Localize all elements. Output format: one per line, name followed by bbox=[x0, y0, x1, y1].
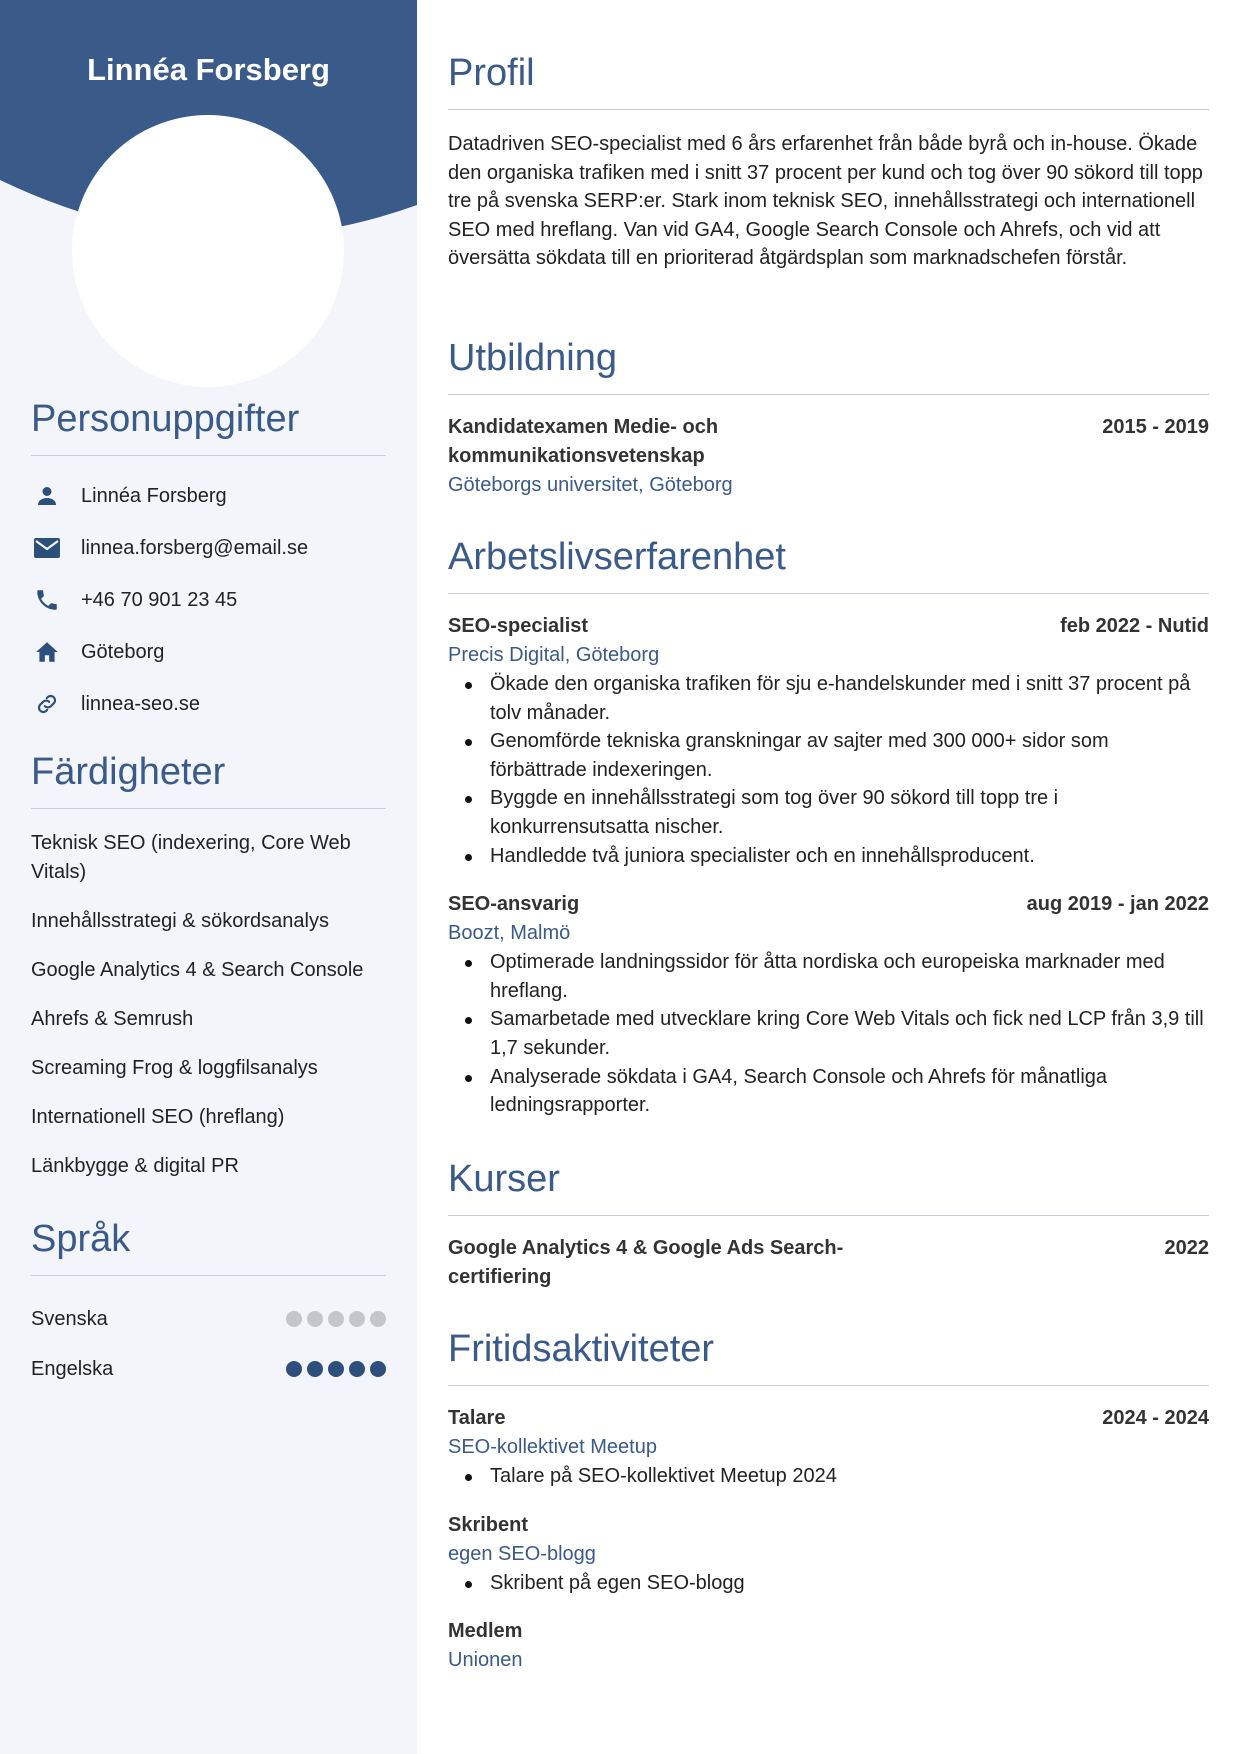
contact-name bbox=[31, 470, 386, 522]
entry-org: Unionen bbox=[448, 1649, 523, 1672]
entry-title: Kandidatexamen Medie- och kommunikationsvetenskap bbox=[448, 416, 719, 467]
bullet-item: Handledde två juniora specialister och en innehållsproducent. bbox=[448, 842, 1209, 871]
entry-title: Medlem bbox=[448, 1620, 523, 1643]
education-entry bbox=[448, 413, 1209, 500]
language-row bbox=[31, 1294, 386, 1344]
entry-org: egen SEO-blogg bbox=[448, 1542, 596, 1565]
phone-icon bbox=[33, 586, 61, 614]
bullet-list bbox=[448, 670, 1209, 870]
entry-title: SEO-specialist bbox=[448, 615, 589, 637]
languages-title: Språk bbox=[31, 1218, 386, 1276]
bullet-item: Ökade den organiska trafiken för sju e-handelskunder med i snitt 37 procent på tolv månader. bbox=[448, 670, 1209, 727]
skill-item: Innehållsstrategi & sökordsanalys bbox=[31, 910, 329, 932]
entry-title: SEO-ansvarig bbox=[448, 893, 580, 916]
experience-entry bbox=[448, 612, 1209, 870]
skill-item: Screaming Frog & loggfilsanalys bbox=[31, 1057, 318, 1079]
level-dot bbox=[349, 1311, 365, 1327]
courses-title: Kurser bbox=[448, 1158, 1209, 1216]
skill-item: Ahrefs & Semrush bbox=[31, 1008, 194, 1030]
entry-org: Precis Digital, Göteborg bbox=[448, 644, 660, 666]
contact-name-text: Linnéa Forsberg bbox=[81, 484, 227, 507]
bullet-item: Byggde en innehållsstrategi som tog över 90 sökord till topp tre i konkurrensutsatta nischer. bbox=[448, 784, 1209, 841]
contact-email[interactable] bbox=[31, 522, 386, 574]
contact-email-text[interactable]: linnea.forsberg@email.se bbox=[81, 536, 309, 559]
experience-title: Arbetslivserfarenhet bbox=[448, 536, 1209, 594]
entry-date: 2024 - 2024 bbox=[1102, 1407, 1209, 1429]
level-dot bbox=[370, 1361, 386, 1377]
bullet-item: Samarbetade med utvecklare kring Core Web Vitals och fick ned LCP från 3,9 till 1,7 sekunder. bbox=[448, 1005, 1209, 1062]
language-name: Svenska bbox=[31, 1307, 108, 1330]
home-icon bbox=[33, 638, 61, 666]
skill-item: Google Analytics 4 & Search Console bbox=[31, 959, 364, 981]
contact-website-text[interactable]: linnea-seo.se bbox=[81, 692, 200, 715]
experience-section bbox=[448, 536, 1209, 1120]
education-section bbox=[448, 337, 1209, 500]
personal-section bbox=[31, 398, 386, 730]
language-name: Engelska bbox=[31, 1357, 114, 1380]
contact-website[interactable] bbox=[31, 678, 386, 730]
hobbies-title: Fritidsaktiviteter bbox=[448, 1328, 1209, 1386]
entry-date: feb 2022 - Nutid bbox=[1060, 615, 1209, 637]
skill-item: Länkbygge & digital PR bbox=[31, 1155, 239, 1177]
education-title: Utbildning bbox=[448, 337, 1209, 395]
mail-icon bbox=[33, 534, 61, 562]
hobbies-section bbox=[448, 1328, 1209, 1675]
bullet-item: Optimerade landningssidor för åtta nordiska och europeiska marknader med hreflang. bbox=[448, 948, 1209, 1005]
bullet-item: Analyserade sökdata i GA4, Search Console och Ahrefs för månatliga ledningsrapporter. bbox=[448, 1063, 1209, 1120]
level-dot bbox=[328, 1361, 344, 1377]
entry-title: Google Analytics 4 & Google Ads Search-certifiering bbox=[448, 1237, 844, 1288]
course-entry bbox=[448, 1234, 1209, 1292]
contact-phone-text[interactable]: +46 70 901 23 45 bbox=[81, 588, 238, 611]
hobby-entry bbox=[448, 1511, 1209, 1598]
entry-org: SEO-kollektivet Meetup bbox=[448, 1436, 657, 1458]
skill-item: Internationell SEO (hreflang) bbox=[31, 1106, 285, 1128]
profile-text: Datadriven SEO-specialist med 6 års erfarenhet från både byrå och in-house. Ökade den organiska trafiken med i snitt 37 procent per kund och tog över 90 sökord till topp tre på svenska SERP:er. Stark inom teknisk SEO, innehållsstrategi och internationell SEO med hreflang. Van vid GA4, Google Search Console och Ahrefs, och vid att översätta sökdata till en prioriterad åtgärdsplan som marknadschefen förstår. bbox=[448, 133, 1203, 270]
contact-city bbox=[31, 626, 386, 678]
link-icon bbox=[33, 690, 61, 718]
level-dot bbox=[286, 1361, 302, 1377]
level-dot bbox=[307, 1311, 323, 1327]
profile-photo bbox=[72, 115, 344, 387]
bullet-item: Genomförde tekniska granskningar av sajter med 300 000+ sidor som förbättrade indexeringen. bbox=[448, 727, 1209, 784]
personal-title: Personuppgifter bbox=[31, 398, 386, 456]
skills-title: Färdigheter bbox=[31, 751, 386, 809]
entry-org: Boozt, Malmö bbox=[448, 922, 571, 945]
hobby-entry bbox=[448, 1404, 1209, 1491]
entry-org: Göteborgs universitet, Göteborg bbox=[448, 474, 733, 496]
language-level-dots bbox=[286, 1361, 386, 1377]
level-dot bbox=[328, 1311, 344, 1327]
entry-date: 2015 - 2019 bbox=[1102, 416, 1209, 438]
bullet-list bbox=[448, 1462, 1209, 1491]
entry-date: 2022 bbox=[1164, 1237, 1209, 1259]
language-level-dots bbox=[286, 1311, 386, 1327]
person-icon bbox=[33, 482, 61, 510]
sidebar bbox=[0, 0, 417, 1754]
level-dot bbox=[286, 1311, 302, 1327]
hobby-entry bbox=[448, 1617, 1209, 1675]
level-dot bbox=[370, 1311, 386, 1327]
profile-title: Profil bbox=[448, 52, 1209, 110]
contact-city-text: Göteborg bbox=[81, 640, 165, 663]
bullet-item: Skribent på egen SEO-blogg bbox=[448, 1569, 1209, 1598]
level-dot bbox=[349, 1361, 365, 1377]
skill-item: Teknisk SEO (indexering, Core Web Vitals) bbox=[31, 832, 351, 883]
entry-title: Talare bbox=[448, 1407, 506, 1429]
profile-section bbox=[448, 52, 1209, 273]
entry-date: aug 2019 - jan 2022 bbox=[1026, 893, 1209, 916]
entry-title: Skribent bbox=[448, 1513, 529, 1536]
bullet-item: Talare på SEO-kollektivet Meetup 2024 bbox=[448, 1462, 1209, 1491]
candidate-name: Linnéa Forsberg bbox=[87, 52, 330, 87]
experience-entry bbox=[448, 890, 1209, 1120]
level-dot bbox=[307, 1361, 323, 1377]
bullet-list bbox=[448, 948, 1209, 1120]
language-row bbox=[31, 1344, 386, 1394]
bullet-list bbox=[448, 1569, 1209, 1598]
courses-section bbox=[448, 1158, 1209, 1292]
languages-section bbox=[31, 1218, 386, 1394]
contact-phone[interactable] bbox=[31, 574, 386, 626]
skills-section bbox=[31, 751, 386, 1201]
